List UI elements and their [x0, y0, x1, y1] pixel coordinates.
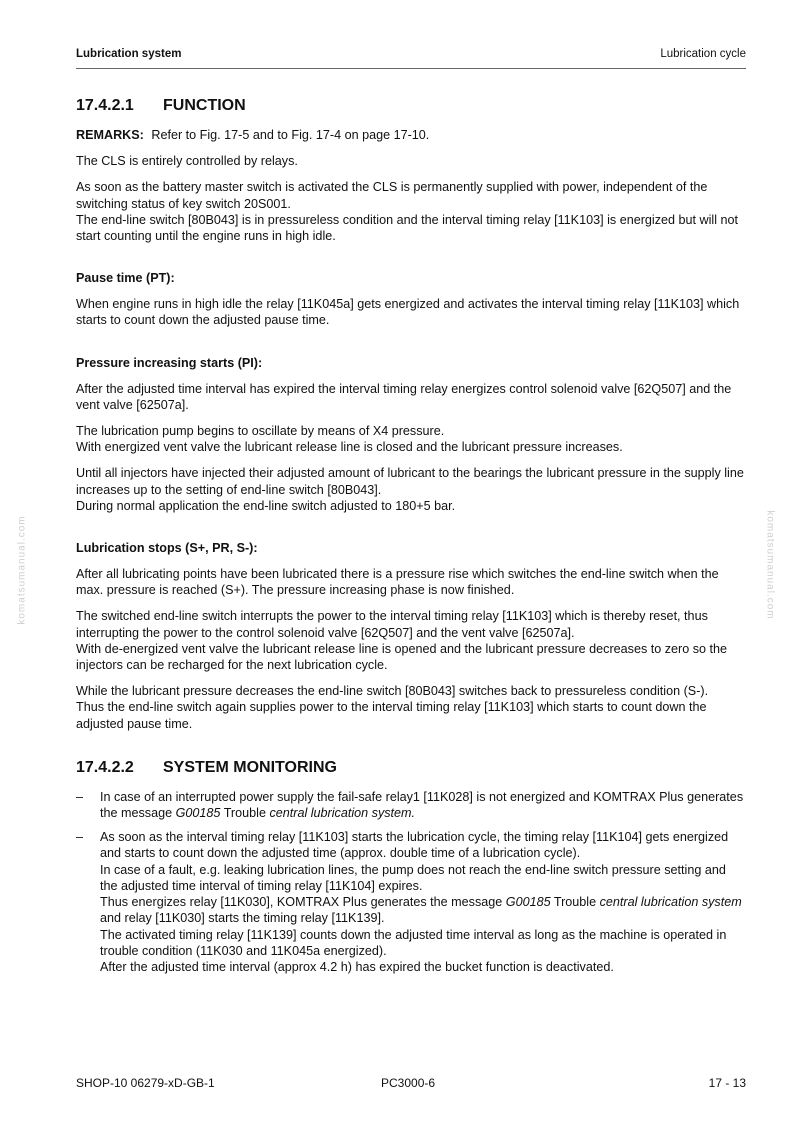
dash-bullet: – [76, 789, 84, 804]
paragraph-line: The lubrication pump begins to oscillate by means of X4 pressure. [76, 424, 445, 439]
footer-model: PC3000-6 [381, 1076, 436, 1090]
item-text: Trouble [550, 895, 600, 910]
item-text: The activated timing relay [11K139] counts down the adjusted time interval as long as the machine is operated in trouble condition (11K030 and 11K045a energized). [100, 927, 727, 958]
remarks-text: Refer to Fig. 17-5 and to Fig. 17-4 on page 17-10. [151, 128, 430, 142]
remarks-paragraph [76, 127, 746, 143]
message-code: G00185 [505, 895, 551, 910]
list-item [76, 789, 746, 821]
paragraph-line: With energized vent valve the lubricant release line is closed and the lubricant pressure increases. [76, 440, 623, 455]
dash-bullet: – [76, 830, 84, 845]
paragraph [76, 683, 746, 732]
section-heading-function [76, 96, 746, 116]
section-number: 17.4.2.2 [76, 758, 134, 776]
item-text: Thus energizes relay [11K030], KOMTRAX Plus generates the message [100, 895, 506, 910]
paragraph-line: Until all injectors have injected their adjusted amount of lubricant to the bearings the lubricant pressure in the supply line increases up to the setting of end-line switch [80B043]. [76, 466, 744, 497]
paragraph-line: With de-energized vent valve the lubricant release line is opened and the lubricant pressure decreases to zero so the injectors can be recharged for the next lubrication cycle. [76, 641, 728, 673]
section-title: SYSTEM MONITORING [163, 758, 337, 776]
paragraph [76, 465, 746, 514]
remarks-label: REMARKS: [76, 128, 144, 142]
page-header [76, 46, 746, 69]
item-text: After the adjusted time interval (approx 4.2 h) has expired the bucket function is deactivated. [100, 959, 614, 974]
paragraph-line: While the lubricant pressure decreases the end-line switch [80B043] switches back to pressureless condition (S-). [76, 684, 709, 699]
paragraph-line: Thus the end-line switch again supplies power to the interval timing relay [11K103] which starts to count down the adjusted pause time. [76, 700, 707, 731]
header-chapter: Lubrication system [76, 48, 182, 60]
paragraph [76, 179, 746, 244]
paragraph: When engine runs in high idle the relay [11K045a] gets energized and activates the interval timing relay [11K103] which starts to count down the adjusted pause time. [76, 297, 740, 328]
footer-doc-number: SHOP-10 06279-xD-GB-1 [76, 1076, 215, 1090]
paragraph-line: The switched end-line switch interrupts the power to the interval timing relay [11K103] which is thereby reset, thus interrupting the power to the control solenoid valve [62Q507] and the vent valve [62507a]. [76, 609, 708, 640]
paragraph [76, 423, 746, 455]
subheading-pressure-increasing: Pressure increasing starts (PI): [76, 355, 263, 370]
section-title: FUNCTION [163, 97, 246, 114]
section-number: 17.4.2.1 [76, 97, 134, 114]
message-text: central lubrication system [599, 895, 742, 910]
item-text: In case of a fault, e.g. leaking lubrication lines, the pump does not reach the end-line switch pressure setting and the adjusted time interval of timing relay [11K104] expires. [100, 862, 726, 893]
paragraph: After all lubricating points have been lubricated there is a pressure rise which switches the end-line switch when the max. pressure is reached (S+). The pressure increasing phase is now finished. [76, 567, 719, 598]
watermark-left: komatsumanual.com [16, 515, 28, 625]
paragraph [76, 608, 746, 673]
item-text: and relay [11K030] starts the timing relay [11K139]. [100, 911, 385, 926]
message-code: G00185 [175, 806, 221, 821]
paragraph-line: As soon as the battery master switch is activated the CLS is permanently supplied with power, independent of the switching status of key switch 20S001. [76, 180, 708, 211]
paragraph-line: The end-line switch [80B043] is in pressureless condition and the interval timing relay [11K103] is energized but will not start counting until the engine runs in high idle. [76, 212, 739, 244]
subheading-lubrication-stops: Lubrication stops (S+, PR, S-): [76, 541, 258, 556]
paragraph: After the adjusted time interval has expired the interval timing relay energizes control solenoid valve [62Q507] and the vent valve [62507a]. [76, 381, 732, 412]
header-section: Lubrication cycle [660, 48, 746, 60]
list-item [76, 829, 746, 975]
item-text: In case of an interrupted power supply the fail-safe relay1 [11K028] is not energized and KOMTRAX Plus generates the message [100, 789, 744, 821]
paragraph: The CLS is entirely controlled by relays. [76, 154, 298, 169]
item-text: Trouble [220, 806, 270, 821]
message-text: central lubrication system. [269, 806, 416, 821]
subheading-pause-time: Pause time (PT): [76, 271, 175, 286]
item-text: As soon as the interval timing relay [11K103] starts the lubrication cycle, the timing relay [11K104] gets energized and starts to count down the adjusted time (approx. double time of a lubrication cycle). [100, 830, 729, 861]
monitoring-list [76, 789, 746, 975]
page-content [76, 96, 746, 983]
section-heading-system-monitoring [76, 758, 746, 778]
watermark-right: komatsumanual.com [764, 510, 776, 620]
footer-page-number: 17 - 13 [708, 1076, 746, 1090]
paragraph-line: During normal application the end-line switch adjusted to 180+5 bar. [76, 498, 456, 513]
